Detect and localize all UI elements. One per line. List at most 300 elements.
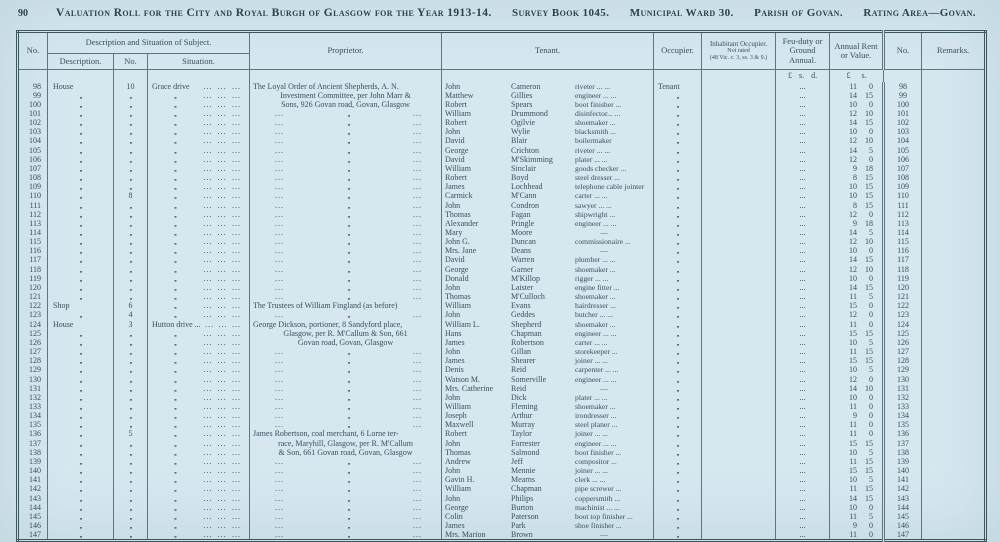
cell-row-number: 134: [29, 411, 41, 421]
cell-proprietor: [250, 118, 442, 127]
tenant-occupation: machinist ... ...: [575, 502, 620, 512]
cell-description: ,,: [48, 402, 114, 411]
cell-feu-duty: ...: [776, 457, 830, 466]
tenant-content: [442, 347, 653, 356]
table-row: [18, 173, 986, 182]
cell-remarks: [922, 503, 986, 512]
cell-row-number-right: 120: [884, 283, 922, 292]
cell-inhabitant-occupier: [702, 146, 776, 155]
cell-tenant: [442, 301, 654, 310]
situation-content: [148, 82, 249, 91]
cell-inhabitant-occupier: [702, 246, 776, 255]
cell-remarks: [922, 274, 986, 283]
tenant-surname: Geddes: [511, 310, 536, 320]
dot-leader: ...: [231, 319, 241, 329]
tenant-forename: Maxwell: [445, 420, 474, 430]
dot-leader: ...: [217, 511, 227, 521]
proprietor-ditto: [253, 182, 438, 191]
dot-leader: ...: [275, 191, 285, 201]
cell-row-number-right: 119: [884, 274, 922, 283]
cell-street-number: ,,: [114, 155, 148, 164]
tenant-occupation: pipe screwer ...: [575, 484, 622, 494]
tenant-surname: M'Cann: [511, 191, 537, 201]
situation-content: [148, 292, 249, 301]
cell-row-number-right: 144: [884, 503, 922, 512]
tenant-forename: John: [445, 392, 461, 402]
dot-leader: ...: [217, 301, 227, 311]
tenant-surname: Brown: [511, 530, 533, 540]
tenant-forename: William: [445, 163, 471, 173]
tenant-content: [442, 283, 653, 292]
cell-remarks: [922, 512, 986, 521]
tenant-content: [442, 292, 653, 301]
cell-remarks: [922, 127, 986, 136]
proprietor-ditto: [253, 384, 438, 393]
dot-leader: ...: [203, 365, 213, 375]
cell-remarks: [922, 429, 986, 438]
cell-inhabitant-occupier: [702, 320, 776, 329]
cell-annual-rent: [830, 320, 884, 329]
cell-row-number-right: 127: [884, 347, 922, 356]
table-row: [18, 301, 986, 310]
cell-inhabitant-occupier: [702, 301, 776, 310]
cell-row-number: 145: [29, 511, 41, 521]
dot-leader: ...: [275, 173, 285, 183]
cell-row-number-right: 146: [884, 521, 922, 530]
tenant-content: [442, 393, 653, 402]
cell-occupier: ,,: [654, 219, 702, 228]
col-head-description: Description.: [48, 54, 114, 70]
rent-pounds: 15: [849, 301, 858, 311]
table-row: [18, 448, 986, 457]
dot-leader: ...: [203, 127, 213, 137]
cell-row-number-right: 100: [884, 100, 922, 109]
situation-content: [148, 393, 249, 402]
dot-leader: ...: [203, 337, 213, 347]
tenant-forename: George: [445, 145, 469, 155]
proprietor-ditto: [253, 228, 438, 237]
cell-occupier: ,,: [654, 503, 702, 512]
dot-leader: ...: [231, 374, 241, 384]
table-row: [18, 191, 986, 200]
tenant-occupation: sawyer ... ...: [575, 200, 612, 210]
page-header: [18, 7, 976, 19]
cell-row-number: 104: [29, 136, 41, 146]
situation-content: [148, 164, 249, 173]
tenant-forename: George: [445, 502, 469, 512]
rent-content: [830, 402, 882, 411]
cell-row-number-right: 131: [884, 384, 922, 393]
cell-row-number-right: 140: [884, 466, 922, 475]
dot-leader: ...: [275, 374, 285, 384]
cell-street-number: ,,: [114, 375, 148, 384]
rent-shillings: 10: [865, 383, 874, 393]
cell-occupier: ,,: [654, 136, 702, 145]
cell-situation: [148, 100, 250, 109]
dot-leader: ...: [217, 420, 227, 430]
cell-remarks: [922, 301, 986, 310]
dot-leader: ...: [217, 484, 227, 494]
tenant-content: [442, 494, 653, 503]
situation-name: ,,: [174, 209, 176, 219]
cell-annual-rent: [830, 127, 884, 136]
rent-shillings: 15: [865, 90, 874, 100]
cell-situation: [148, 91, 250, 100]
situation-name: ,,: [174, 118, 176, 128]
cell-occupier: ,,: [654, 255, 702, 264]
col-head-inhabitant-occupier: [702, 32, 776, 70]
situation-content: [148, 338, 249, 347]
cell-feu-duty: ...: [776, 237, 830, 246]
dot-leader: ...: [203, 136, 213, 146]
cell-description: ,,: [48, 109, 114, 118]
cell-row-number-right: 134: [884, 411, 922, 420]
cell-row-number: 108: [29, 173, 41, 183]
rent-shillings: 0: [869, 521, 874, 530]
dot-leader: ...: [413, 273, 423, 283]
dot-leader: ...: [231, 264, 241, 274]
cell-situation: [148, 420, 250, 429]
tenant-occupation: riveter ... ...: [575, 81, 611, 91]
table-row: [18, 228, 986, 237]
dot-leader: ...: [217, 282, 227, 292]
cell-inhabitant-occupier: [702, 173, 776, 182]
situation-content: [148, 475, 249, 484]
tenant-occupation: engineer ... ...: [575, 90, 617, 100]
cell-tenant: [442, 530, 654, 541]
rent-content: [830, 329, 882, 338]
cell-street-number: ,,: [114, 146, 148, 155]
cell-occupier: ,,: [654, 146, 702, 155]
situation-name: ,,: [174, 356, 176, 366]
cell-remarks: [922, 484, 986, 493]
cell-row-number-right: 98: [884, 82, 922, 91]
proprietor-ditto: [253, 365, 438, 374]
cell-feu-duty: ...: [776, 191, 830, 200]
tenant-surname: Duncan: [511, 237, 536, 247]
situation-name: ,,: [174, 99, 176, 109]
tenant-forename: William L.: [445, 319, 480, 329]
cell-street-number: ,,: [114, 127, 148, 136]
tenant-forename: John: [445, 200, 461, 210]
cell-row-number-right: 133: [884, 402, 922, 411]
tenant-forename: Robert: [445, 173, 467, 183]
dot-leader: ...: [275, 264, 285, 274]
cell-tenant: [442, 274, 654, 283]
cell-remarks: [922, 100, 986, 109]
dot-leader: ...: [275, 292, 285, 302]
cell-row-number-right: 130: [884, 375, 922, 384]
tenant-content: [442, 521, 653, 530]
title-row: [56, 7, 976, 19]
rent-pounds: 14: [849, 493, 858, 503]
table-header: [18, 32, 986, 82]
dot-leader: ...: [275, 420, 285, 430]
cell-proprietor: [250, 274, 442, 283]
cell-proprietor: [250, 484, 442, 493]
cell-occupier: ,,: [654, 420, 702, 429]
dot-leader: ...: [231, 136, 241, 146]
tenant-occupation: hairdresser ...: [575, 301, 616, 311]
ditto-mark: ,,: [347, 502, 350, 512]
cell-inhabitant-occupier: [702, 530, 776, 541]
cell-description: ,,: [48, 91, 114, 100]
cell-proprietor: Govan road, Govan, Glasgow: [250, 338, 442, 347]
cell-proprietor: [250, 347, 442, 356]
dot-leader: ...: [413, 411, 423, 421]
cell-feu-duty: ...: [776, 274, 830, 283]
cell-description: ,,: [48, 411, 114, 420]
cell-annual-rent: [830, 146, 884, 155]
situation-name: ,,: [174, 521, 176, 530]
cell-remarks: [922, 164, 986, 173]
rent-content: [830, 182, 882, 191]
cell-remarks: [922, 494, 986, 503]
proprietor-ditto: [253, 402, 438, 411]
table-row: [18, 265, 986, 274]
dot-leader: ...: [203, 502, 213, 512]
rent-shillings: 15: [865, 182, 874, 192]
cell-row-number: 129: [29, 365, 41, 375]
proprietor-ditto: [253, 255, 438, 264]
dot-leader: ...: [217, 292, 227, 302]
rent-content: [830, 466, 882, 475]
table-row: [18, 310, 986, 319]
cell-description: ,,: [48, 283, 114, 292]
cell-occupier: ,,: [654, 475, 702, 484]
tenant-occupation: carter ... ...: [575, 337, 608, 347]
cell-description: ,,: [48, 420, 114, 429]
cell-street-number: ,,: [114, 466, 148, 475]
tenant-occupation: engine fitter ...: [575, 282, 620, 292]
tenant-surname: Somerville: [511, 374, 547, 384]
cell-remarks: [922, 420, 986, 429]
cell-street-number: ,,: [114, 118, 148, 127]
dot-leader: ...: [217, 493, 227, 503]
rent-content: [830, 173, 882, 182]
rent-shillings: 15: [865, 173, 874, 183]
cell-occupier: ,,: [654, 393, 702, 402]
tenant-surname: Moore: [511, 228, 533, 237]
cell-inhabitant-occupier: [702, 109, 776, 118]
cell-street-number: ,,: [114, 182, 148, 191]
rent-pounds: 9: [853, 163, 858, 173]
cell-description: ,,: [48, 219, 114, 228]
cell-situation: [148, 503, 250, 512]
rent-pounds: 15: [849, 438, 858, 448]
cell-feu-duty: ...: [776, 420, 830, 429]
cell-street-number: ,,: [114, 219, 148, 228]
page-number: 90: [18, 8, 28, 19]
cell-occupier: ,,: [654, 155, 702, 164]
cell-tenant: [442, 457, 654, 466]
cell-situation: [148, 466, 250, 475]
cell-inhabitant-occupier: [702, 402, 776, 411]
rent-content: [830, 310, 882, 319]
cell-remarks: [922, 182, 986, 191]
cell-row-number: 121: [29, 292, 41, 302]
cell-occupier: ,,: [654, 228, 702, 237]
cell-inhabitant-occupier: [702, 274, 776, 283]
situation-name: ,,: [174, 365, 176, 375]
situation-content: [148, 237, 249, 246]
situation-content: [148, 439, 249, 448]
cell-annual-rent: [830, 164, 884, 173]
dot-leader: ...: [231, 438, 241, 448]
dot-leader: ...: [275, 521, 285, 530]
rent-pounds: 12: [849, 310, 858, 320]
proprietor-ditto: [253, 265, 438, 274]
rent-content: [830, 384, 882, 393]
cell-row-number-right: 102: [884, 118, 922, 127]
dot-leader: ...: [413, 173, 423, 183]
cell-annual-rent: [830, 173, 884, 182]
cell-street-number: ,,: [114, 91, 148, 100]
cell-row-number-right: 126: [884, 338, 922, 347]
cell-remarks: [922, 155, 986, 164]
table-row: [18, 182, 986, 191]
situation-content: [148, 301, 249, 310]
cell-occupier: ,,: [654, 411, 702, 420]
cell-annual-rent: [830, 384, 884, 393]
dot-leader: ...: [203, 401, 213, 411]
cell-row-number-right: 106: [884, 155, 922, 164]
rent-content: [830, 411, 882, 420]
cell-situation: [148, 146, 250, 155]
dot-leader: ...: [231, 154, 241, 164]
dot-leader: ...: [413, 218, 423, 228]
tenant-surname: Boyd: [511, 173, 529, 183]
cell-annual-rent: [830, 494, 884, 503]
tenant-content: [442, 265, 653, 274]
table-row: [18, 466, 986, 475]
cell-proprietor: [250, 173, 442, 182]
tenant-occupation: shoemaker ...: [575, 264, 616, 274]
cell-remarks: [922, 310, 986, 319]
dot-leader: ...: [217, 328, 227, 338]
cell-situation: [148, 494, 250, 503]
tenant-content: [442, 448, 653, 457]
tenant-forename: John: [445, 438, 461, 448]
tenant-surname: Blair: [511, 136, 528, 146]
tenant-surname: Mearns: [511, 475, 536, 485]
cell-street-number: ,,: [114, 329, 148, 338]
dot-leader: ...: [275, 118, 285, 128]
cell-inhabitant-occupier: [702, 191, 776, 200]
cell-street-number: ,,: [114, 484, 148, 493]
cell-row-number: 132: [29, 392, 41, 402]
dot-leader: ...: [413, 401, 423, 411]
cell-annual-rent: [830, 219, 884, 228]
cell-street-number: ,,: [114, 255, 148, 264]
cell-row-number-right: 104: [884, 136, 922, 145]
rent-pounds: 12: [849, 264, 858, 274]
table-body: [18, 82, 986, 541]
dot-leader: ...: [413, 347, 423, 357]
dot-leader: ...: [217, 90, 227, 100]
dot-leader: ...: [203, 145, 213, 155]
cell-description: ,,: [48, 210, 114, 219]
cell-remarks: [922, 521, 986, 530]
cell-tenant: [442, 182, 654, 191]
dot-leader: ...: [231, 173, 241, 183]
rent-pounds: 14: [849, 118, 858, 128]
col-head-situation: Situation.: [148, 54, 250, 70]
tenant-content: [442, 420, 653, 429]
tenant-occupation: boot finisher ...: [575, 99, 622, 109]
dot-leader: ...: [217, 163, 227, 173]
situation-content: [148, 255, 249, 264]
cell-annual-rent: [830, 512, 884, 521]
cell-situation: [148, 219, 250, 228]
rent-pounds: 11: [849, 511, 858, 521]
tenant-content: [442, 301, 653, 310]
cell-inhabitant-occupier: [702, 420, 776, 429]
dot-leader: ...: [413, 118, 423, 128]
dot-leader: ...: [203, 292, 213, 302]
cell-annual-rent: [830, 402, 884, 411]
cell-description: ,,: [48, 494, 114, 503]
dot-leader: ...: [217, 347, 227, 357]
dot-leader: ...: [203, 328, 213, 338]
rent-content: [830, 420, 882, 429]
rent-content: [830, 356, 882, 365]
situation-content: [148, 210, 249, 219]
cell-occupier: ,,: [654, 292, 702, 301]
dot-leader: ...: [275, 401, 285, 411]
tenant-occupation: shoemaker ...: [575, 292, 616, 302]
tenant-surname: Gillies: [511, 90, 533, 100]
dot-leader: ...: [217, 154, 227, 164]
cell-row-number-right: 109: [884, 182, 922, 191]
dot-leader: ...: [203, 420, 213, 430]
cell-row-number-right: 112: [884, 210, 922, 219]
tenant-surname: Laister: [511, 282, 534, 292]
dot-leader: ...: [217, 173, 227, 183]
dot-leader: ...: [275, 154, 285, 164]
cell-annual-rent: [830, 182, 884, 191]
cell-situation: [148, 182, 250, 191]
cell-description: ,,: [48, 484, 114, 493]
dot-leader: ...: [413, 237, 423, 247]
dot-leader: ...: [203, 475, 213, 485]
inhabitant-head-line1: Inhabitant Occupier.: [709, 39, 768, 48]
cell-tenant: [442, 118, 654, 127]
col-head-no-left: No.: [26, 45, 40, 56]
cell-remarks: [922, 201, 986, 210]
cell-description: ,,: [48, 356, 114, 365]
ditto-mark: ,,: [347, 145, 350, 155]
dot-leader: ...: [275, 456, 285, 466]
situation-name: ,,: [174, 337, 176, 347]
tenant-content: [442, 82, 653, 91]
cell-occupier: ,,: [654, 274, 702, 283]
rent-content: [830, 448, 882, 457]
cell-description: ,,: [48, 173, 114, 182]
tenant-forename: Thomas: [445, 209, 471, 219]
table-row: [18, 420, 986, 429]
rent-content: [830, 164, 882, 173]
cell-row-number: 114: [29, 228, 41, 237]
cell-inhabitant-occupier: [702, 201, 776, 210]
dot-leader: ...: [275, 347, 285, 357]
cell-inhabitant-occupier: [702, 91, 776, 100]
cell-inhabitant-occupier: [702, 136, 776, 145]
dot-leader: ...: [231, 218, 241, 228]
dot-leader: ...: [217, 118, 227, 128]
rent-content: [830, 512, 882, 521]
rent-shillings: 15: [865, 356, 874, 366]
